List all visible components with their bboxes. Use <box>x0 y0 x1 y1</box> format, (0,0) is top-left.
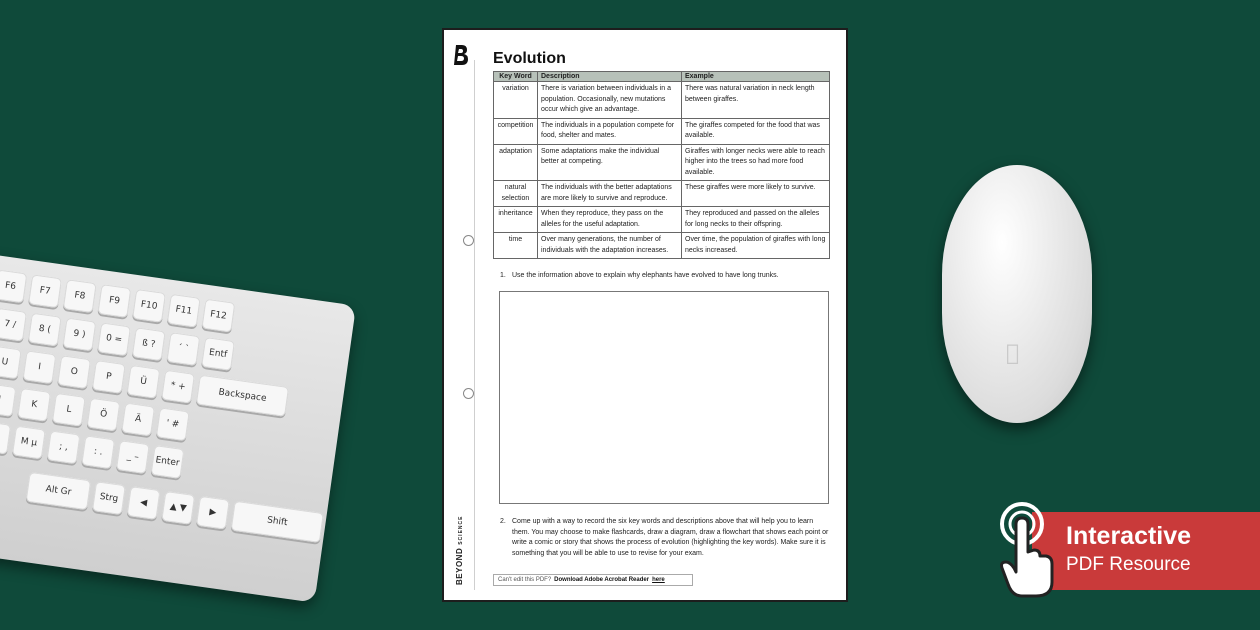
notice-prefix: Can't edit this PDF? <box>498 577 552 583</box>
keyboard-key: M µ <box>12 426 46 460</box>
apple-logo-icon <box>1006 341 1019 366</box>
interactive-pdf-badge <box>1000 512 1260 590</box>
key-word: inheritance <box>494 207 538 233</box>
keyboard-key: * + <box>161 370 195 404</box>
question-text: Use the information above to explain why elephants have evolved to have long trunks. <box>512 272 779 279</box>
key-word-table <box>493 71 830 259</box>
table-header: Description <box>538 72 682 82</box>
key-word: natural selection <box>494 181 538 207</box>
keyboard-key: L <box>52 393 86 427</box>
keyboard-key: F7 <box>28 274 62 308</box>
keyboard-key: Entf <box>201 337 235 371</box>
pointer-hand-icon <box>992 502 1062 602</box>
mouse <box>942 165 1092 423</box>
keyboard-key: Ü <box>126 365 160 399</box>
keyboard-key: Alt Gr <box>26 472 92 510</box>
description: The individuals in a population compete for food, shelter and mates. <box>538 118 682 144</box>
table-header: Example <box>682 72 830 82</box>
notice-bold: Download Adobe Acrobat Reader <box>554 577 650 583</box>
badge-line1: Interactive <box>1066 522 1192 550</box>
binder-spine <box>474 60 475 590</box>
example: They reproduced and passed on the alleles for long necks to their offspring. <box>682 207 830 233</box>
example: There was natural variation in neck length between giraffes. <box>682 82 830 119</box>
keyboard-key: K <box>17 388 51 422</box>
badge-line2: PDF Resource <box>1066 554 1191 575</box>
keyboard-key: Shift <box>231 501 324 543</box>
keyboard-key: F8 <box>63 279 97 313</box>
acrobat-notice <box>493 574 693 586</box>
worksheet-page <box>442 28 848 602</box>
keyboard-key: Backspace <box>196 375 289 417</box>
example: These giraffes were more likely to survive. <box>682 181 830 207</box>
question-1 <box>500 271 830 282</box>
keyboard-key: Ö <box>87 398 121 432</box>
table-row <box>494 233 830 259</box>
keyboard-key: O <box>57 355 91 389</box>
keyboard-key: F11 <box>167 294 201 328</box>
keyboard <box>0 250 356 603</box>
example: Giraffes with longer necks were able to reach higher into the trees so had more food available. <box>682 144 830 181</box>
keyboard-key: ▲ ▼ <box>161 491 195 525</box>
key-word: time <box>494 233 538 259</box>
question-2 <box>500 517 830 559</box>
description: There is variation between individuals in a population. Occasionally, new mutations occur which give an advantage. <box>538 82 682 119</box>
question-text: Come up with a way to record the six key words and descriptions above that will help you to learn them. You may choose to make flashcards, draw a diagram, draw a flowchart that shows each point or write a comic or story that shows the process of evolution (highlighting the key words). Make sure it is something that you will be able to use to revise for your exam. <box>512 518 829 557</box>
keyboard-key: ▶ <box>196 496 230 530</box>
example: Over time, the population of giraffes with long necks increased. <box>682 233 830 259</box>
key-word: variation <box>494 82 538 119</box>
keyboard-key <box>0 421 11 455</box>
keyboard-key <box>0 383 16 417</box>
description: Some adaptations make the individual better at competing. <box>538 144 682 181</box>
key-word: competition <box>494 118 538 144</box>
keyboard-key: I <box>23 350 57 384</box>
description: When they reproduce, they pass on the alleles for the useful adaptation. <box>538 207 682 233</box>
table-row <box>494 144 830 181</box>
brand-vertical: BEYONDSCIENCE <box>455 515 464 585</box>
description: Over many generations, the number of individuals with the adaptation increases. <box>538 233 682 259</box>
punch-hole <box>463 235 474 246</box>
example: The giraffes competed for the food that was available. <box>682 118 830 144</box>
punch-hole <box>463 388 474 399</box>
keyboard-key: F10 <box>132 289 166 323</box>
keyboard-row <box>26 472 324 543</box>
keyboard-key: 9 ) <box>62 317 96 351</box>
keyboard-key: ; , <box>47 430 81 464</box>
question-number: 1. <box>500 272 506 279</box>
keyboard-key: ß ? <box>132 327 166 361</box>
acrobat-download-link[interactable]: here <box>652 577 665 583</box>
keyboard-key: 0 = <box>97 322 131 356</box>
keyboard-key: F9 <box>97 284 131 318</box>
question-number: 2. <box>500 518 506 525</box>
key-word: adaptation <box>494 144 538 181</box>
keyboard-key: 7 / <box>0 308 27 342</box>
keyboard-key: 8 ( <box>28 313 62 347</box>
table-header: Key Word <box>494 72 538 82</box>
table-row <box>494 118 830 144</box>
keyboard-key: F6 <box>0 269 27 303</box>
beyond-logo-icon <box>453 44 469 66</box>
keyboard-key: ◀ <box>127 486 161 520</box>
keyboard-key: _ – <box>116 440 150 474</box>
keyboard-key: Ä <box>121 403 155 437</box>
keyboard-key: F12 <box>201 299 235 333</box>
keyboard-key: P <box>92 360 126 394</box>
keyboard-key: Enter <box>151 445 185 479</box>
keyboard-key: U <box>0 345 22 379</box>
table-row <box>494 207 830 233</box>
answer-box[interactable] <box>499 291 829 504</box>
table-row <box>494 82 830 119</box>
keyboard-key: Strg <box>92 481 126 515</box>
table-row <box>494 181 830 207</box>
description: The individuals with the better adaptations are more likely to survive and reproduce. <box>538 181 682 207</box>
keyboard-key: : . <box>81 435 115 469</box>
page-title: Evolution <box>493 50 566 67</box>
keyboard-key: ' # <box>156 407 190 441</box>
keyboard-key: ´ ` <box>166 332 200 366</box>
